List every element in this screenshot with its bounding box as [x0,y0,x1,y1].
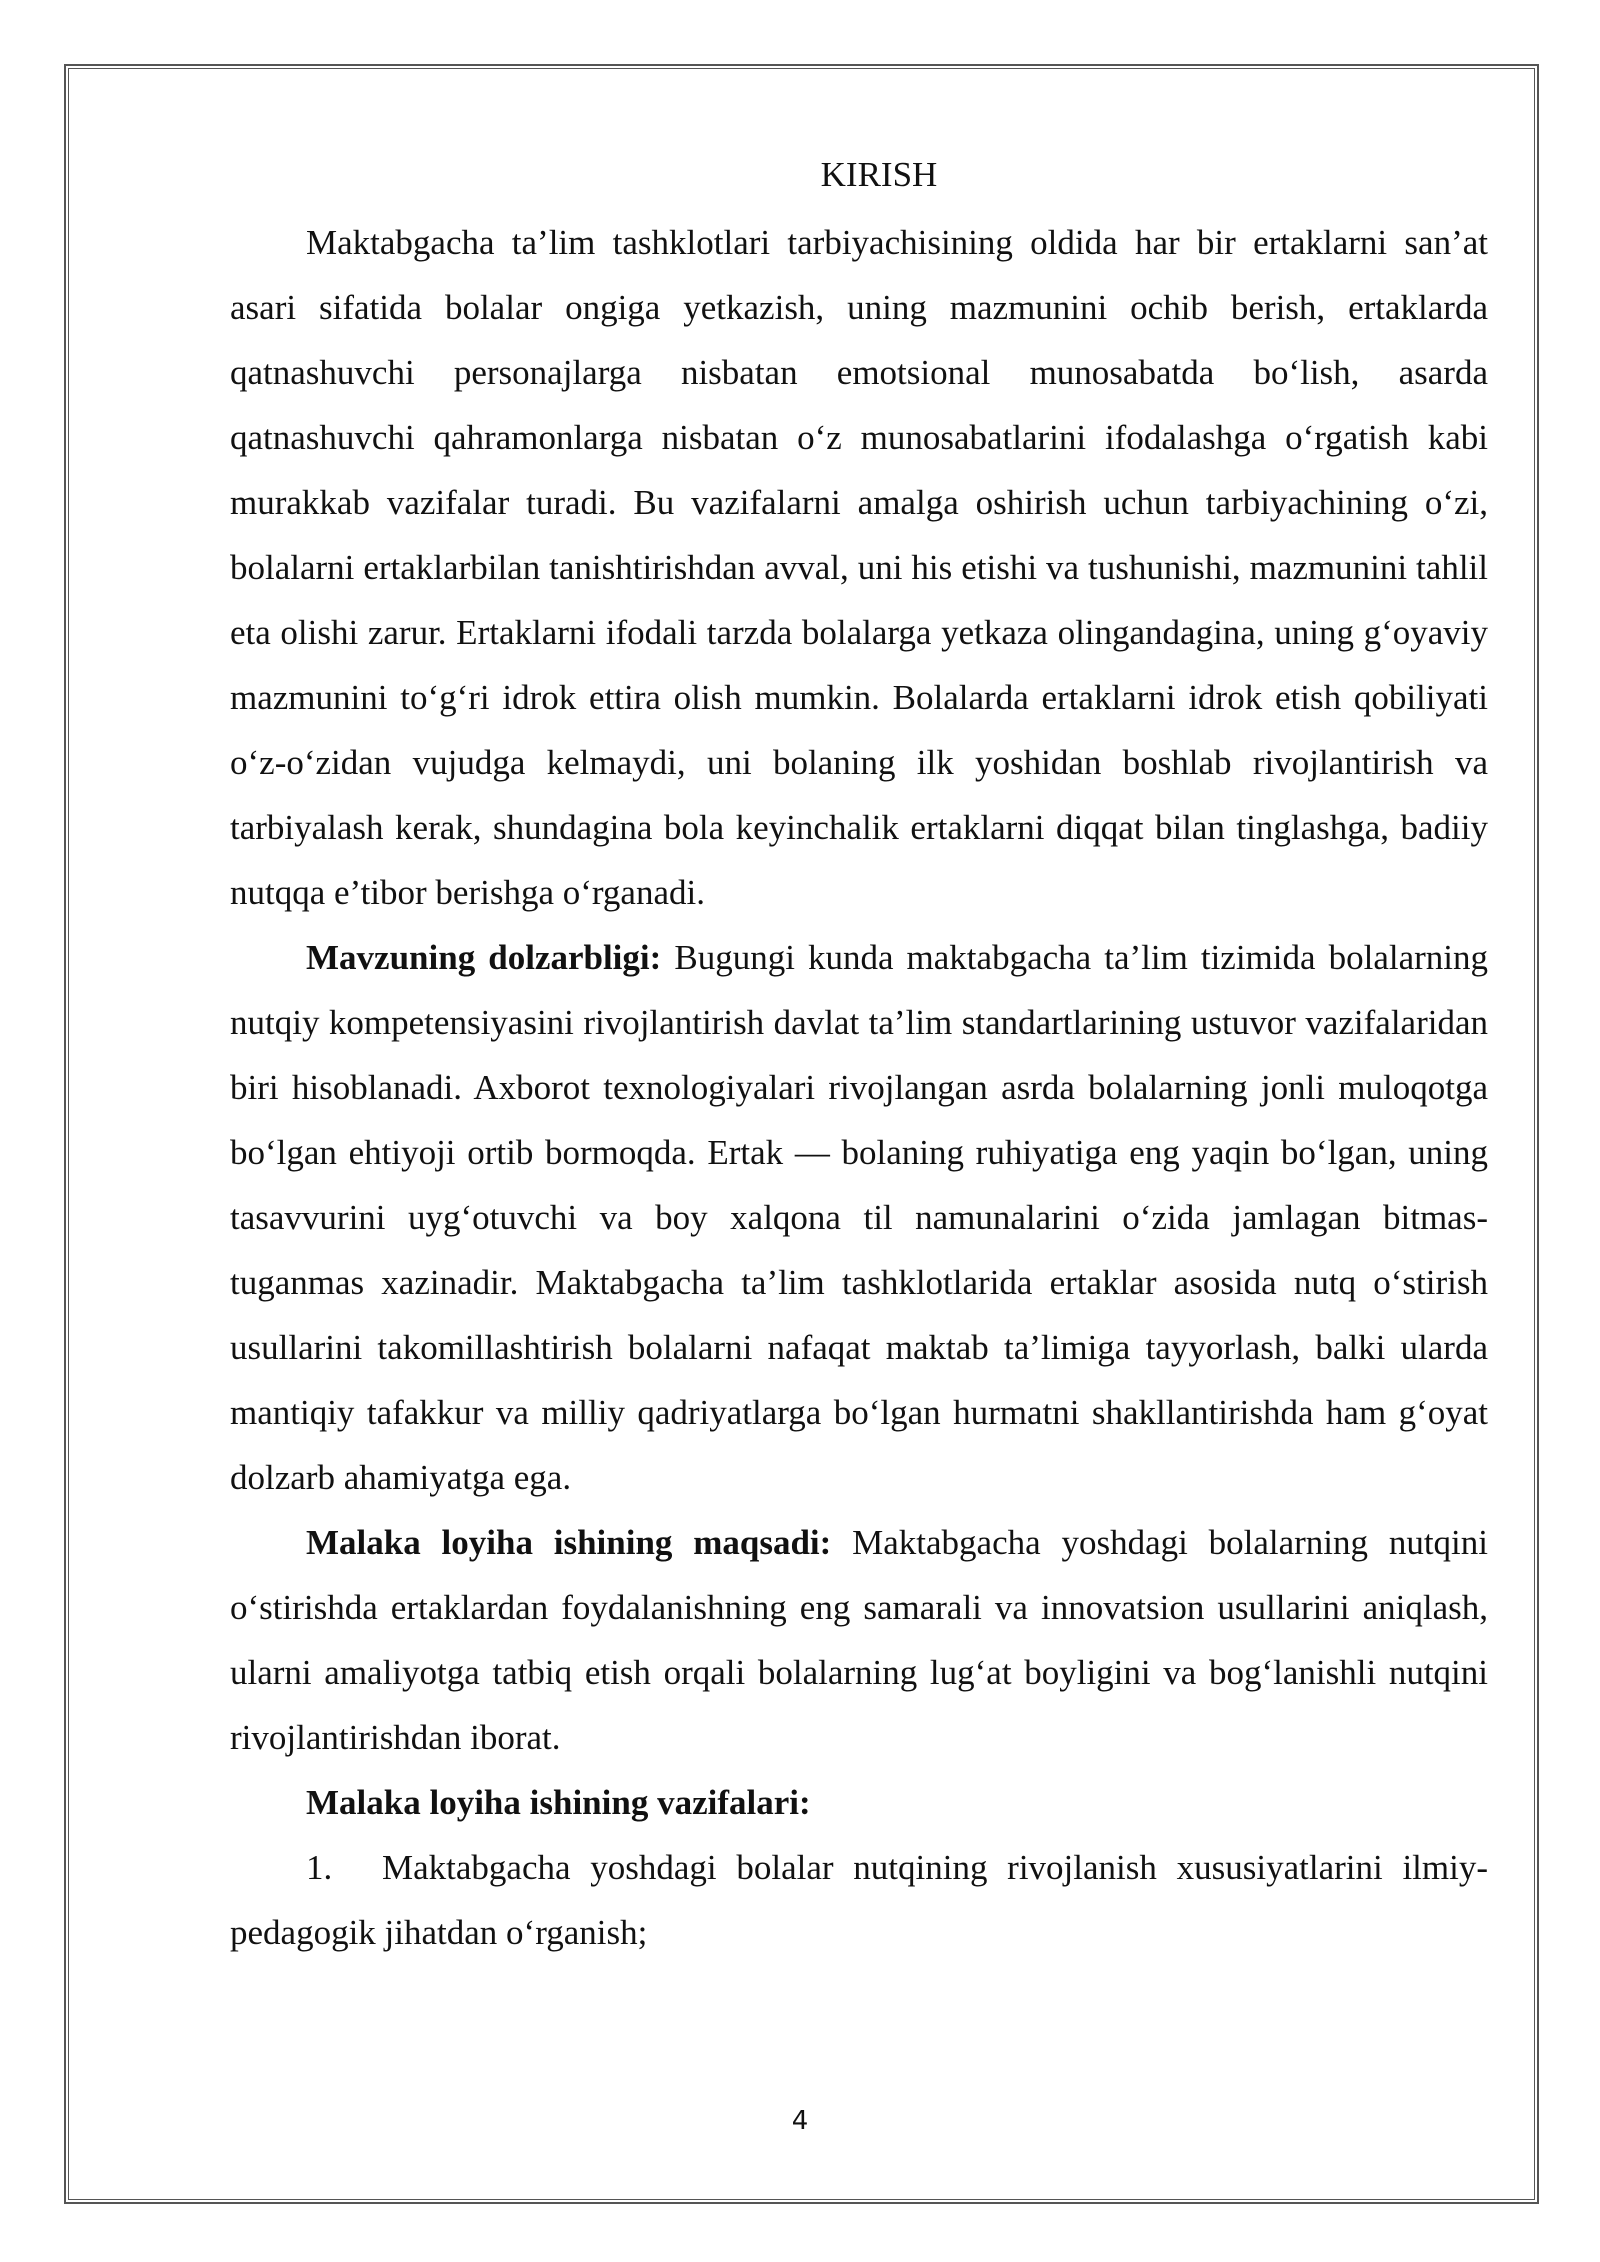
page-number: 4 [791,2106,809,2136]
relevance-paragraph [230,925,1488,1510]
document-title: KIRISH [820,155,938,194]
relevance-text: Bugungi kunda maktabgacha ta’lim tizimida bolalarning nutqiy kompetensiyasini rivojlantirish davlat ta’lim standartlarining ustuvor vazifalaridan biri hisoblanadi. Axborot texnologiyalari rivojlangan asrda bolalarning jonli muloqotga bo‘lgan ehtiyoji ortib bormoqda. Ertak — bolaning ruhiyatiga eng yaqin bo‘lgan, uning tasavvurini uyg‘otuvchi va boy xalqona til namunalarini o‘zida jamlagan bitmas-tuganmas xazinadir. Maktabgacha ta’lim tashklotlarida ertaklar asosida nutq o‘stirish usullarini takomillashtirish bolalarni nafaqat maktab ta’limiga tayyorlash, balki ularda mantiqiy tafakkur va milliy qadriyatlarga bo‘lgan hurmatni shakllantirishda ham g‘oyat dolzarb ahamiyatga ega. [230,938,1488,1497]
task-number: 1. [306,1848,333,1887]
goal-text: Maktabgacha yoshdagi bolalarning nutqini o‘stirishda ertaklardan foydalanishning eng samarali va innovatsion usullarini aniqlash, ularni amaliyotga tatbiq etish orqali bolalarning lug‘at boyligini va bog‘lanishli nutqini rivojlantirishdan iborat. [230,1523,1489,1757]
task-text: Maktabgacha yoshdagi bolalar nutqining rivojlanish xususiyatlarini ilmiy-pedagogik jihatdan o‘rganish; [230,1848,1488,1952]
intro-paragraph: Maktabgacha ta’lim tashklotlari tarbiyachisining oldida har bir ertaklarni san’at asari sifatida bolalar ongiga yetkazish, uning mazmunini ochib berish, ertaklarda qatnashuvchi personajlarga nisbatan emotsional munosabatda bo‘lish, asarda qatnashuvchi qahramonlarga nisbatan o‘z munosabatlarini ifodalashga o‘rgatish kabi murakkab vazifalar turadi. Bu vazifalarni amalga oshirish uchun tarbiyachining o‘zi, bolalarni ertaklarbilan tanishtirishdan avval, uni his etishi va tushunishi, mazmunini tahlil eta olishi zarur. Ertaklarni ifodali tarzda bolalarga yetkaza olingandagina, uning g‘oyaviy mazmunini to‘g‘ri idrok ettira olish mumkin. Bolalarda ertaklarni idrok etish qobiliyati o‘z-o‘zidan vujudga kelmaydi, uni bolaning ilk yoshidan boshlab rivojlantirish va tarbiyalash kerak, shundagina bola keyinchalik ertaklarni diqqat bilan tinglashga, badiiy nutqqa e’tibor berishga o‘rganadi. [230,223,1488,912]
tasks-heading: Malaka loyiha ishining vazifalari: [306,1783,811,1822]
document-body [230,140,1488,1965]
goal-heading: Malaka loyiha ishining maqsadi: [306,1523,832,1562]
relevance-heading: Mavzuning dolzarbligi: [306,938,662,977]
goal-paragraph [230,1510,1488,1770]
task-list-item [230,1835,1488,1965]
tasks-heading-paragraph [230,1770,1488,1835]
